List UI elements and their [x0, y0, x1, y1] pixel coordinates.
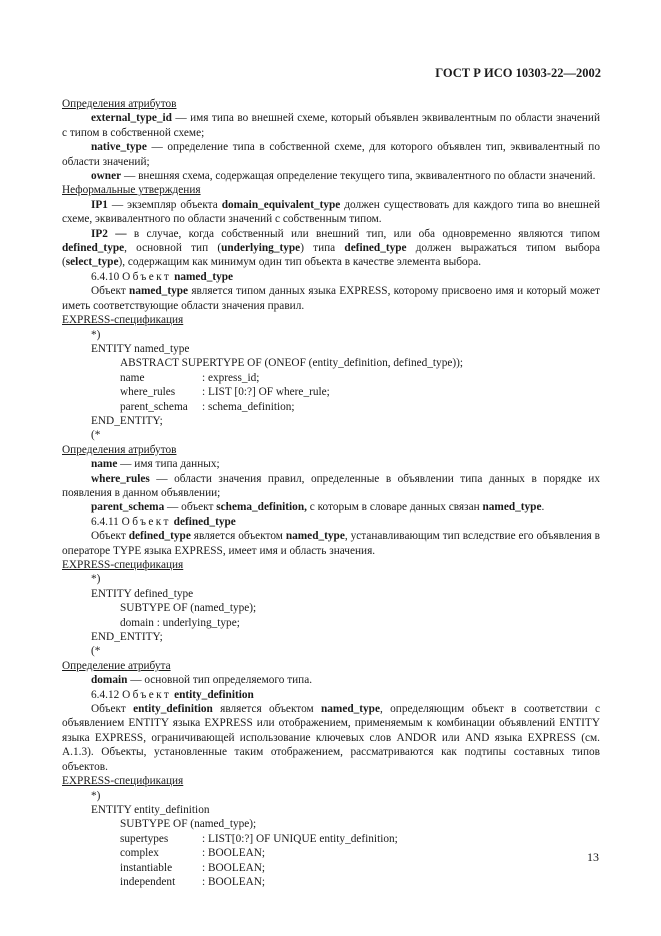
express-code: *) ENTITY named_type ABSTRACT SUPERTYPE OF (ONEOF (entity_definition, defined_type)); name : express_id; where_rules : LIST [0:?] OF where_rule; parent_schema : schema_definition; END_ENTITY; (* [62, 328, 600, 443]
clause-title: 6.4.10 Объект named_type [91, 270, 234, 283]
code-attribute: name : express_id; [120, 371, 260, 384]
informal-proposition-ip2: IP2 — в случае, когда собственный или внешний тип, или оба одновременно являются типом defined_type, основной тип (underlying_type) типа defined_type должен выражаться типом выбора (select_type), содержащим как минимум один тип объекта в качестве элемента выбора. [62, 227, 601, 269]
term: external_type_id [91, 112, 172, 125]
code-attribute: supertypes : LIST[0:?] OF UNIQUE entity_definition; [120, 832, 398, 845]
attribute-definition [62, 111, 600, 140]
section-heading: Определение атрибута [62, 659, 171, 672]
attribute-definition [62, 169, 600, 183]
attribute-definition [62, 140, 600, 169]
clause-text: Объект entity_definition является объектом named_type, определяющим объект в соответствии с объявлением ENTITY языка EXPRESS или отображением, применяемым к комбинации объявлений ENTITY языка EXPRESS, ограничивающей использование ключевых слов ANDOR или AND языка EXPRESS (см. А.1.3). Объекты, установленные таким отображением, рассматриваются как подтипы составных типов объектов. [62, 703, 600, 773]
code-attribute: instantiable : BOOLEAN; [120, 861, 266, 874]
definition-text: — внешняя схема, содержащая определение текущего типа, эквивалентного по области значений. [121, 170, 596, 183]
spec-heading: EXPRESS-спецификация [62, 559, 184, 571]
page-number: 13 [587, 850, 599, 864]
spec-heading: EXPRESS-спецификация [62, 314, 184, 327]
term: owner [91, 170, 122, 183]
attribute-definition: domain — основной тип определяемого типа. [91, 674, 313, 687]
attribute-definition: parent_schema — объект schema_definition, с которым в словаре данных связан named_type. [91, 501, 545, 514]
express-code: *) ENTITY entity_definition SUBTYPE OF (named_type); supertypes : LIST[0:?] OF UNIQUE entity_definition; complex : BOOLEAN; instantiable : BOOLEAN; independent : BOOLEAN; [62, 789, 600, 890]
section-heading: Неформальные утверждения [62, 184, 201, 197]
clause-text: Объект named_type является типом данных языка EXPRESS, которому присвоено имя и который может иметь соответствующие области значения правил. [62, 285, 600, 312]
express-code: *) ENTITY defined_type SUBTYPE OF (named_type); domain : underlying_type; END_ENTITY; (* [91, 573, 257, 658]
attribute-definition: name — имя типа данных; [91, 458, 220, 471]
attribute-definition: where_rules — области значения правил, определенные в объявлении типа данных в порядке их появления в данном объявлении; [62, 472, 600, 499]
clause-text: Объект defined_type является объектом named_type, устанавливающим тип вследствие его объявления в операторе TYPE языка EXPRESS, имеет имя и область значения. [62, 530, 601, 557]
page-content [62, 97, 600, 889]
clause-title: 6.4.12 Объект entity_definition [91, 688, 254, 701]
term: native_type [91, 141, 147, 154]
code-attribute: complex : BOOLEAN; [120, 847, 266, 860]
code-attribute: independent : BOOLEAN; [120, 875, 266, 888]
informal-proposition-ip1: IP1 — экземпляр объекта domain_equivalent_type должен существовать для каждого типа во внешней схеме, эквивалентного по области значений с собственным типом. [62, 198, 600, 226]
clause-title: 6.4.11 Объект defined_type [91, 515, 236, 528]
code-attribute: parent_schema : schema_definition; [120, 400, 295, 413]
spec-heading: EXPRESS-спецификация [62, 775, 184, 788]
code-attribute: where_rules : LIST [0:?] OF where_rule; [120, 386, 330, 399]
section-heading: Определения атрибутов [62, 443, 177, 456]
section-heading: Определения атрибутов [62, 98, 177, 110]
definition-text: — определение типа в собственной схеме, для которого объявлен тип, эквивалентный по области значений; [62, 141, 600, 168]
document-header: ГОСТ Р ИСО 10303-22—2002 [435, 66, 601, 80]
definition-text: — имя типа во внешней схеме, который объявлен эквивалентным по области значений с типом в собственной схеме; [62, 112, 600, 139]
